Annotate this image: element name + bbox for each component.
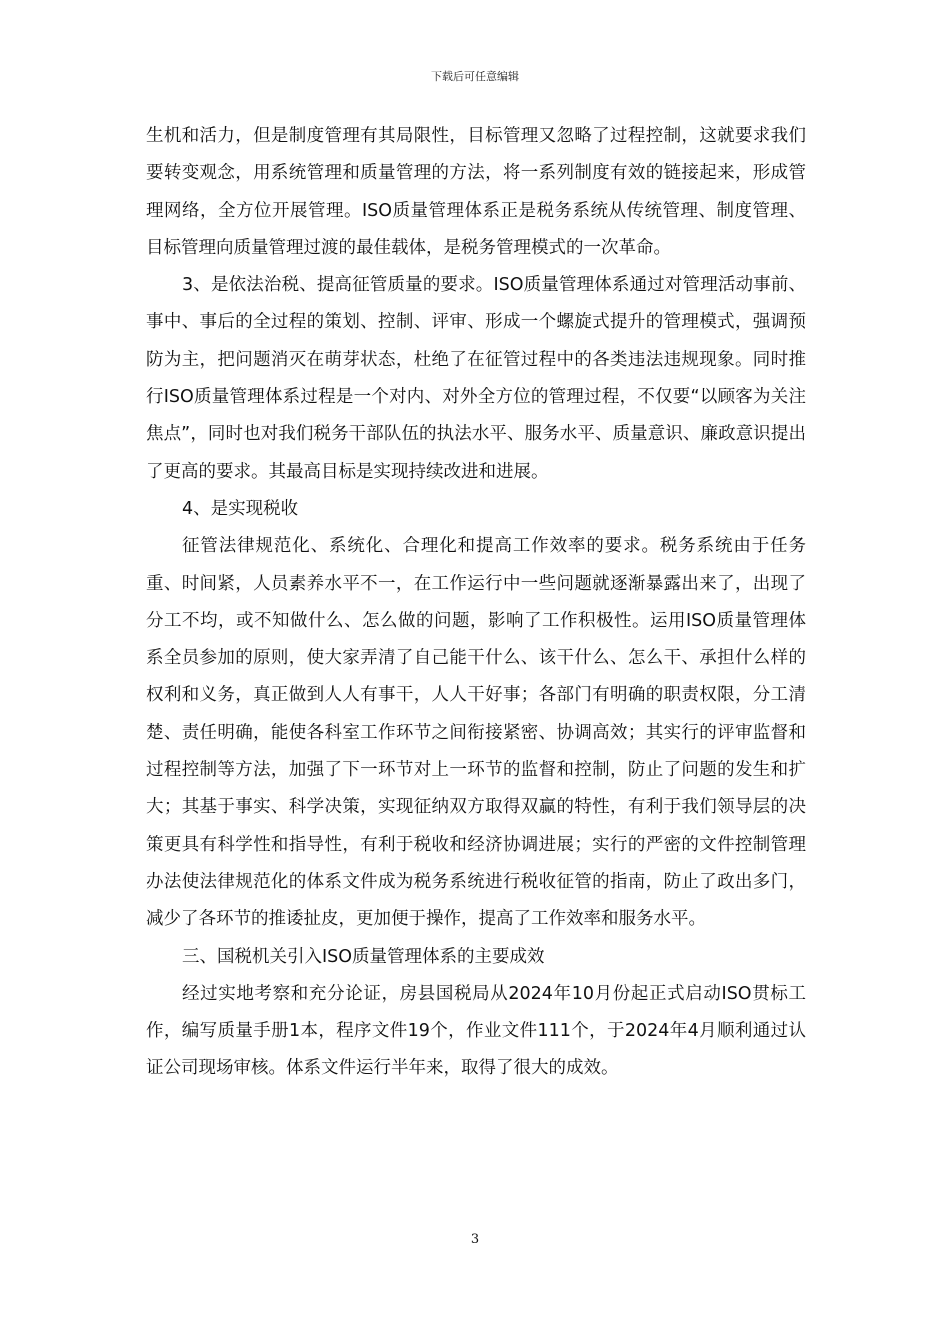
document-body	[146, 118, 806, 1088]
paragraph-continuation: 生机和活力，但是制度管理有其局限性，目标管理又忽略了过程控制，这就要求我们要转变观念，用系统管理和质量管理的方法，将一系列制度有效的链接起来，形成管理网络，全方位开展管理。ISO质量管理体系正是税务系统从传统管理、制度管理、目标管理向质量管理过渡的最佳载体，是税务管理模式的一次革命。	[146, 126, 806, 258]
paragraph-point-4-body: 征管法律规范化、系统化、合理化和提高工作效率的要求。税务系统由于任务重、时间紧，人员素养水平不一，在工作运行中一些问题就逐渐暴露出来了，出现了分工不均，或不知做什么、怎么做的问题，影响了工作积极性。运用ISO质量管理体系全员参加的原则，使大家弄清了自己能干什么、该干什么、怎么干、承担什么样的权利和义务，真正做到人人有事干，人人干好事；各部门有明确的职责权限，分工清楚、责任明确，能使各科室工作环节之间衔接紧密、协调高效；其实行的评审监督和过程控制等方法，加强了下一环节对上一环节的监督和控制，防止了问题的发生和扩大；其基于事实、科学决策，实现征纳双方取得双赢的特性，有利于我们领导层的决策更具有科学性和指导性，有利于税收和经济协调进展；实行的严密的文件控制管理办法使法律规范化的体系文件成为税务系统进行税收征管的指南，防止了政出多门，减少了各环节的推诿扯皮，更加便于操作，提高了工作效率和服务水平。	[146, 536, 806, 930]
section-heading-3: 三、国税机关引入ISO质量管理体系的主要成效	[182, 946, 545, 967]
page-header: 下载后可任意编辑	[431, 70, 519, 83]
paragraph-point-3: 3、是依法治税、提高征管质量的要求。ISO质量管理体系通过对管理活动事前、事中、事后的全过程的策划、控制、评审、形成一个螺旋式提升的管理模式，强调预防为主，把问题消灭在萌芽状态，杜绝了在征管过程中的各类违法违规现象。同时推行ISO质量管理体系过程是一个对内、对外全方位的管理过程，不仅要“以顾客为关注焦点”，同时也对我们税务干部队伍的执法水平、服务水平、质量意识、廉政意识提出了更高的要求。其最高目标是实现持续改进和进展。	[146, 275, 806, 482]
paragraph-point-4-heading: 4、是实现税收	[182, 498, 299, 519]
paragraph-results: 经过实地考察和充分论证，房县国税局从2024年10月份起正式启动ISO贯标工作，编写质量手册1本，程序文件19个，作业文件111个，于2024年4月顺利通过认证公司现场审核。体系文件运行半年来，取得了很大的成效。	[146, 983, 806, 1079]
page-number: 3	[470, 1232, 480, 1247]
